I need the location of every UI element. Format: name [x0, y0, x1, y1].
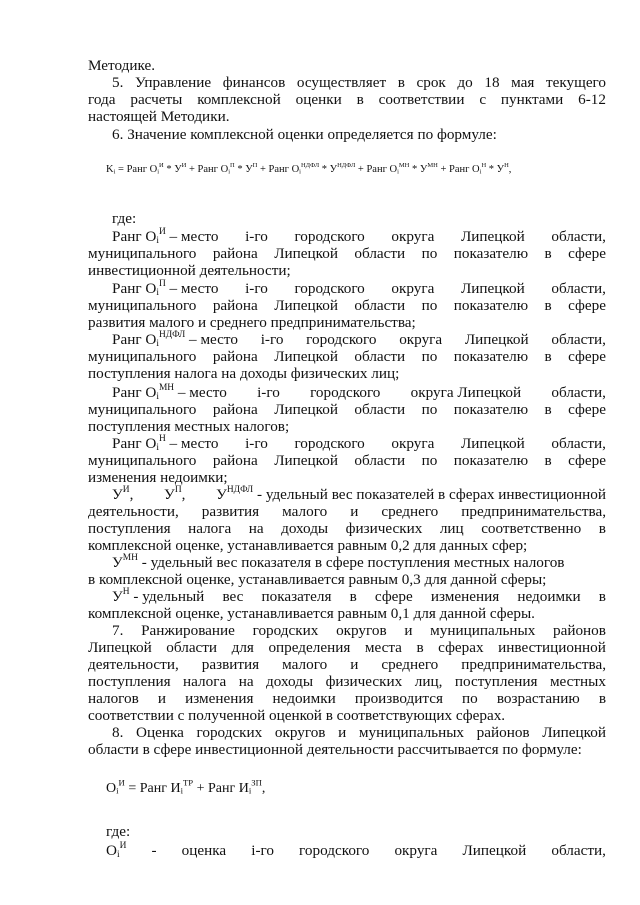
text-line: поступления налога на доходы физических лиц;	[88, 365, 400, 382]
text-line: $O_i^И$ = Ранг $И_i^{ТР}$ + Ранг $И_i^{ЗП}$,	[106, 777, 266, 796]
text-line: $K_i$ = Ранг $O_i^И * У^И$ + Ранг $O_i^П * У^П$ + Ранг $O_i^{НДФЛ} * У^{НДФЛ}$ + Ранг $O_i^{МН} * У^{МН}$ + Ранг $O_i^Н * У^Н$,	[106, 162, 512, 176]
text-line: года расчеты комплексной оценки в соответствии с пунктами 6-12	[88, 91, 606, 108]
text-line: 8. Оценка городских округов и муниципальных районов Липецкой	[112, 724, 606, 741]
text-line: поступления местных налогов;	[88, 418, 290, 435]
text-line: муниципального района Липецкой области по показателю в сфере	[88, 297, 606, 314]
text-line: Ранг $O_i^П$ – место i-го городского округа Липецкой области,	[112, 278, 606, 298]
text-line: 5. Управление финансов осуществляет в срок до 18 мая текущего	[112, 74, 606, 91]
text-line: 7. Ранжирование городских округов и муниципальных районов	[112, 622, 606, 639]
text-line: где:	[112, 210, 137, 227]
text-line: комплексной оценке, устанавливается равным 0,2 для данных сфер;	[88, 537, 528, 554]
text-line: $У^{МН}$ - удельный вес показателя в сфере поступления местных налогов	[112, 552, 565, 571]
text-line: муниципального района Липецкой области по показателю в сфере	[88, 401, 606, 418]
text-line: Ранг $O_i^Н$ – место i-го городского округа Липецкой области,	[112, 433, 606, 453]
text-line: в комплексной оценке, устанавливается равным 0,3 для данной сферы;	[88, 571, 547, 588]
text-line: Ранг $O_i^И$ – место i-го городского округа Липецкой области,	[112, 226, 606, 246]
text-line: $O_i^И$ - оценка i-го городского округа Липецкой области,	[106, 840, 606, 860]
text-line: области в сфере инвестиционной деятельности рассчитывается по формуле:	[88, 741, 582, 758]
text-line: соответствии с полученной оценкой в соответствующих сферах.	[88, 707, 506, 724]
text-line: развития малого и среднего предпринимательства;	[88, 314, 416, 331]
text-line: поступления налога на доходы физических лиц соответственно в	[88, 520, 606, 537]
text-line: $У^Н$ - удельный вес показателя в сфере изменения недоимки в	[112, 586, 606, 605]
text-line: налогов и изменения недоимки производится по возрастанию в	[88, 690, 606, 707]
text-line: Липецкой области для определения места в сферах инвестиционной	[88, 639, 606, 656]
text-line: Ранг $O_i^{НДФЛ}$ – место i-го городского округа Липецкой области,	[112, 329, 606, 349]
text-line: изменения недоимки;	[88, 469, 228, 486]
text-line: инвестиционной деятельности;	[88, 262, 291, 279]
text-line: настоящей Методики.	[88, 108, 230, 125]
text-line: муниципального района Липецкой области по показателю в сфере	[88, 348, 606, 365]
text-line: поступления налога на доходы физических лиц, поступления местных	[88, 673, 606, 690]
text-line: муниципального района Липецкой области по показателю в сфере	[88, 452, 606, 469]
text-line: деятельности, развития малого и среднего предпринимательства,	[88, 656, 606, 673]
text-line: 6. Значение комплексной оценки определяется по формуле:	[112, 126, 497, 143]
text-line: муниципального района Липецкой области по показателю в сфере	[88, 245, 606, 262]
text-line: деятельности, развития малого и среднего предпринимательства,	[88, 503, 606, 520]
text-line: $У^И$, $У^П$, $У^{НДФЛ}$ - удельный вес показателей в сферах инвестиционной	[112, 484, 606, 503]
text-line: Ранг $O_i^{МН}$ – место i-го городского округа Липецкой области,	[112, 382, 606, 402]
text-line: комплексной оценке, устанавливается равным 0,1 для данной сферы.	[88, 605, 535, 622]
text-line: где:	[106, 823, 131, 840]
text-line: Методике.	[88, 57, 156, 74]
